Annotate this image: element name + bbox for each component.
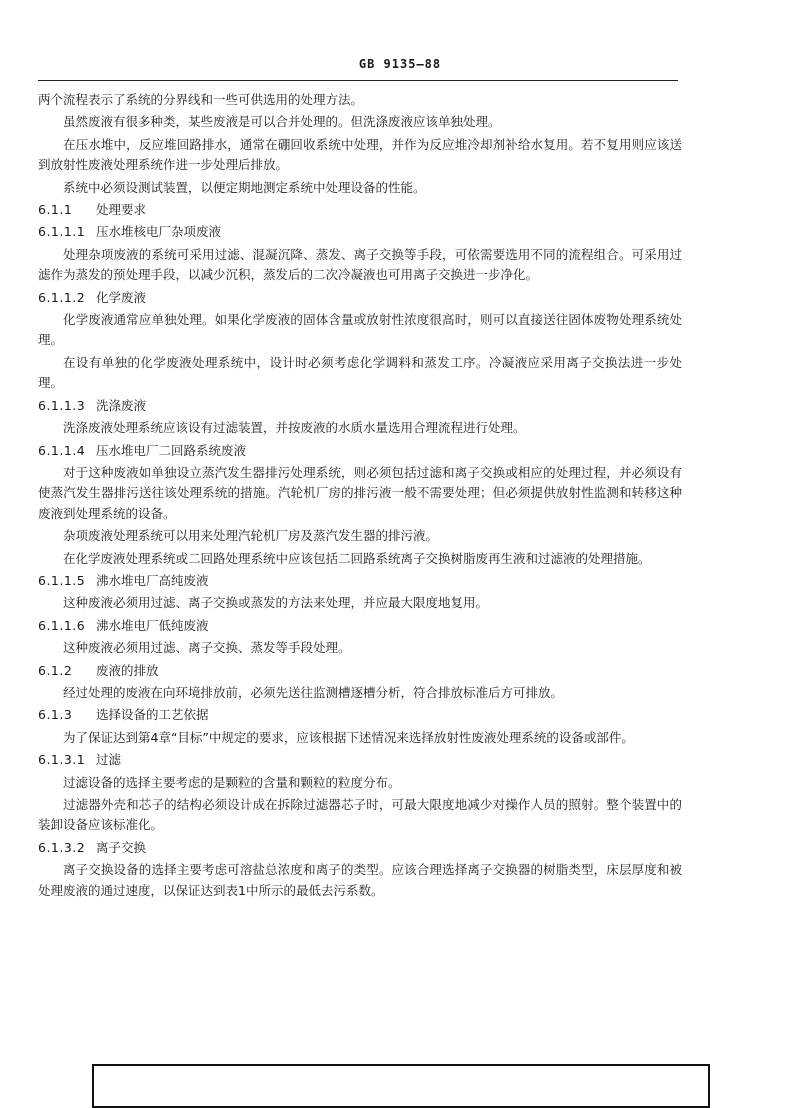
paragraph: 在压水堆中，反应堆回路排水，通常在硼回收系统中处理，并作为反应堆冷却剂补给水复用。若不复用则应该送到放射性废液处理系统作进一步处理后排放。 bbox=[38, 136, 682, 173]
paragraph: 洗涤废液处理系统应该设有过滤装置，并按废液的水质水量选用合理流程进行处理。 bbox=[63, 420, 526, 436]
header-rule bbox=[38, 80, 678, 81]
paragraph: 两个流程表示了系统的分界线和一些可供选用的处理方法。 bbox=[38, 92, 364, 107]
section-heading bbox=[38, 396, 682, 416]
standard-code-header: GB 9135—88 bbox=[358, 57, 442, 71]
section-title: 化学废液 bbox=[96, 289, 147, 305]
section-number: 6.1.1 bbox=[38, 202, 73, 218]
section-title: 处理要求 bbox=[96, 202, 147, 218]
paragraph: 化学废液通常应单独处理。如果化学废液的固体含量或放射性浓度很高时，则可以直接送往固体废物处理系统处理。 bbox=[38, 312, 682, 348]
section-number: 6.1.3.1 bbox=[38, 752, 86, 768]
section-number: 6.1.3 bbox=[38, 707, 73, 723]
paragraph: 这种废液必须用过滤、离子交换或蒸发的方法来处理，并应最大限度地复用。 bbox=[63, 595, 489, 611]
paragraph: 过滤器外壳和芯子的结构必须设计成在拆除过滤器芯子时，可最大限度地减少对操作人员的照射。整个装置中的装卸设备应该标准化。 bbox=[38, 797, 682, 833]
section-title: 沸水堆电厂高纯废液 bbox=[96, 572, 209, 588]
paragraph: 离子交换设备的选择主要考虑可溶盐总浓度和离子的类型。应该合理选择离子交换器的树脂类型，床层厚度和被处理废液的通过速度，以保证达到表1中所示的最低去污系数。 bbox=[38, 862, 682, 898]
section-heading bbox=[38, 661, 682, 681]
paragraph: 经过处理的废液在向环境排放前，必须先送往监测槽逐槽分析，符合排放标准后方可排放。 bbox=[63, 684, 564, 700]
section-heading bbox=[38, 571, 682, 591]
section-heading bbox=[38, 750, 682, 770]
paragraph: 过滤设备的选择主要考虑的是颗粒的含量和颗粒的粒度分布。 bbox=[63, 774, 401, 790]
paragraph: 为了保证达到第4章“目标”中规定的要求，应该根据下述情况来选择放射性废液处理系统的设备或部件。 bbox=[63, 729, 634, 745]
paragraph: 在设有单独的化学废液处理系统中，设计时必须考虑化学调料和蒸发工序。冷凝液应采用离子交换法进一步处理。 bbox=[38, 354, 682, 391]
section-number: 6.1.1.6 bbox=[38, 617, 86, 633]
paragraph: 在化学废液处理系统或二回路处理系统中应该包括二回路系统离子交换树脂废再生液和过滤液的处理措施。 bbox=[63, 550, 651, 566]
section-heading bbox=[38, 838, 682, 858]
section-title: 过滤 bbox=[96, 752, 122, 768]
section-title: 洗涤废液 bbox=[96, 397, 147, 413]
paragraph: 虽然废液有很多种类，某些废液是可以合并处理的。但洗涤废液应该单独处理。 bbox=[63, 114, 501, 130]
section-number: 6.1.1.2 bbox=[38, 289, 86, 305]
section-heading bbox=[38, 288, 682, 308]
section-title: 选择设备的工艺依据 bbox=[96, 707, 209, 723]
section-title: 离子交换 bbox=[96, 839, 147, 855]
section-heading bbox=[38, 616, 682, 636]
section-title: 沸水堆电厂低纯废液 bbox=[96, 617, 209, 633]
paragraph: 处理杂项废液的系统可采用过滤、混凝沉降、蒸发、离子交换等手段，可依需要选用不同的流程组合。可采用过滤作为蒸发的预处理手段，以减少沉积，蒸发后的二次冷凝液也可用离子交换进一步净化。 bbox=[38, 246, 682, 283]
section-number: 6.1.3.2 bbox=[38, 839, 86, 855]
section-number: 6.1.1.1 bbox=[38, 224, 86, 240]
table-frame bbox=[92, 1064, 710, 1108]
section-heading bbox=[38, 705, 682, 725]
paragraph: 系统中必须设测试装置，以便定期地测定系统中处理设备的性能。 bbox=[63, 179, 426, 195]
section-heading bbox=[38, 200, 682, 220]
document-body bbox=[38, 90, 682, 903]
section-number: 6.1.1.3 bbox=[38, 397, 86, 413]
paragraph: 这种废液必须用过滤、离子交换、蒸发等手段处理。 bbox=[63, 640, 351, 656]
section-number: 6.1.1.4 bbox=[38, 442, 86, 458]
section-heading bbox=[38, 441, 682, 461]
section-number: 6.1.1.5 bbox=[38, 572, 86, 588]
paragraph: 对于这种废液如单独设立蒸汽发生器排污处理系统，则必须包括过滤和离子交换或相应的处理过程，并必须设有使蒸汽发生器排污送往该处理系统的措施。汽轮机厂房的排污液一般不需要处理；但必须提供放射性监测和转移这种废液到处理系统的设备。 bbox=[38, 464, 682, 521]
section-heading bbox=[38, 222, 682, 242]
section-title: 废液的排放 bbox=[96, 662, 159, 678]
section-title: 压水堆电厂二回路系统废液 bbox=[96, 442, 247, 458]
section-number: 6.1.2 bbox=[38, 662, 73, 678]
section-title: 压水堆核电厂杂项废液 bbox=[96, 224, 222, 240]
paragraph: 杂项废液处理系统可以用来处理汽轮机厂房及蒸汽发生器的排污液。 bbox=[63, 528, 439, 544]
